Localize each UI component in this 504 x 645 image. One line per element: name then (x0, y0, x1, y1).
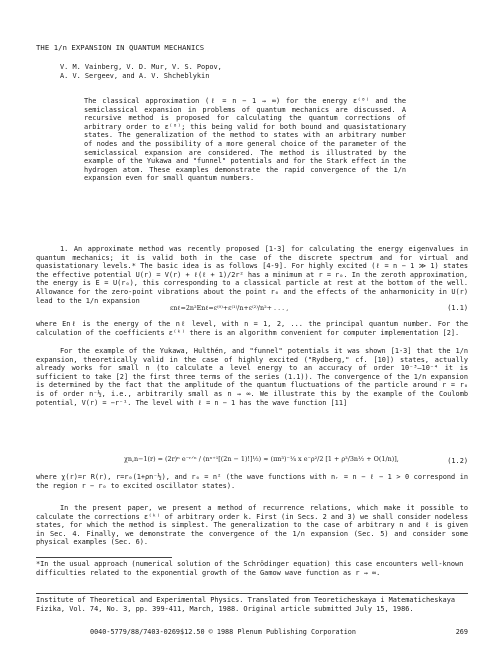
page-footer (90, 628, 468, 637)
author-line-1: V. M. Vainberg, V. D. Mur, V. S. Popov, (60, 63, 222, 71)
copyright-line: 0040-5779/88/7403-0269$12.50 © 1988 Plenum Publishing Corporation (90, 628, 356, 636)
equation-1-1-number: (1.1) (447, 304, 468, 312)
institution-divider (36, 593, 468, 594)
page-number: 269 (455, 628, 468, 636)
institution-note: Institute of Theoretical and Experimental Physics. Translated from Teoreticheskaya i Matematicheskaya Fizika, Vol. 74, No. 3, pp. 399-411, March, 1988. Original article submitted July 15, 1986. (36, 596, 455, 613)
abstract: The classical approximation (ℓ = n − 1 → ∞) for the energy ε⁽⁰⁾ and the semiclassical expansion in problems of quantum mechanics are discussed. A recursive method is proposed for calculating the quantum corrections of arbitrary order to ε⁽⁰⁾; this being valid for both bound and quasistationary states. The generalization of the method to states with an arbitrary number of nodes and the possibility of a more general choice of the parameter of the semiclassical expansion are considered. The method is illustrated by the example of the Yukawa and "funnel" potentials and for the Stark effect in the hydrogen atom. These examples demonstrate the rapid convergence of the 1/n expansion even for small quantum numbers. (84, 97, 406, 183)
paragraph-4: where χ(r)=r R(r), r=r₀(1+ρn⁻½), and r₀ = n² (the wave functions with nᵣ = n − ℓ − 1 > 0 correspond in the region r − r₀ to excited oscillator states). (36, 473, 468, 490)
equation-1-2-body: χn,n−1(r) = (2r)ⁿ e⁻ʳᐟⁿ / (nⁿ⁺¹[(2n − 1)!]½) ≈ (πn³)⁻¼ x e⁻ρ²/2 [1 + ρ³/3n½ + O(1/n)], (124, 455, 399, 463)
article-title: THE 1/n EXPANSION IN QUANTUM MECHANICS (36, 43, 205, 52)
equation-1-2-number: (1.2) (447, 457, 468, 465)
footnote-divider (36, 557, 172, 558)
footnote: *In the usual approach (numerical solution of the Schrödinger equation) this case encounters well-known difficulties related to the exponential growth of the Gamow wave function as r → ∞. (36, 560, 464, 577)
equation-1-1-body: εnℓ=2n²Enℓ=ε⁽⁰⁾+ε⁽¹⁾/n+ε⁽²⁾/n²+ . . . , (170, 304, 289, 312)
paragraph-2: where Enℓ is the energy of the nℓ level, with n = 1, 2, ... the principal quantum number. For the calculation of the coefficients ε⁽ᵏ⁾ there is an algorithm convenient for computer implementation [2]. (36, 320, 468, 337)
author-list (60, 63, 360, 80)
equation-1-1 (36, 302, 468, 316)
paragraph-1: 1. An approximate method was recently proposed [1-3] for calculating the energy eigenvalues in quantum mechanics; it is valid both in the case of the discrete spectrum and for virtual and quasistationary levels.* The basic idea is as follows [4-9]. For highly excited (ℓ = n − 1 ≫ 1) states the effective potential U(r) = V(r) + ℓ(ℓ + 1)/2r² has a minimum at r = r₀. In the zeroth approximation, the energy is E = U(r₀), this corresponding to a classical particle at rest at the bottom of the well. Allowance for the zero-point vibrations about the point r₀ and the effects of the anharmonicity in U(r) lead to the 1/n expansion (36, 245, 468, 305)
paragraph-5: In the present paper, we present a method of recurrence relations, which make it possible to calculate the corrections ε⁽ᵏ⁾ of arbitrary order k. First (in Secs. 2 and 3) we shall consider nodeless states, for which the method is simplest. The generalization to the case of arbitrary n and ℓ is given in Sec. 4. Finally, we demonstrate the convergence of the 1/n expansion (Sec. 5) and consider some physical examples (Sec. 6). (36, 504, 468, 547)
equation-1-2 (36, 451, 468, 471)
paragraph-3: For the example of the Yukawa, Hulthén, and "funnel" potentials it was shown [1-3] that the 1/n expansion, theoretically valid in the case of highly excited ("Rydberg," cf. [10]) states, actually already works for small n (to calculate a level energy to an accuracy of order 10⁻³–10⁻⁴ it is sufficient to take [2] the first three terms of the series (1.1)). The convergence of the 1/n expansion is determined by the fact that the amplitude of the quantum fluctuations of the particle around r = r₀ is of order n⁻½, i.e., arbitrarily small as n → ∞. We illustrate this by the example of the Coulomb potential, V(r) = −r⁻¹. The level with ℓ = n − 1 has the wave function [11] (36, 347, 468, 407)
author-line-2: A. V. Sergeev, and A. V. Shcheblykin (60, 71, 210, 80)
